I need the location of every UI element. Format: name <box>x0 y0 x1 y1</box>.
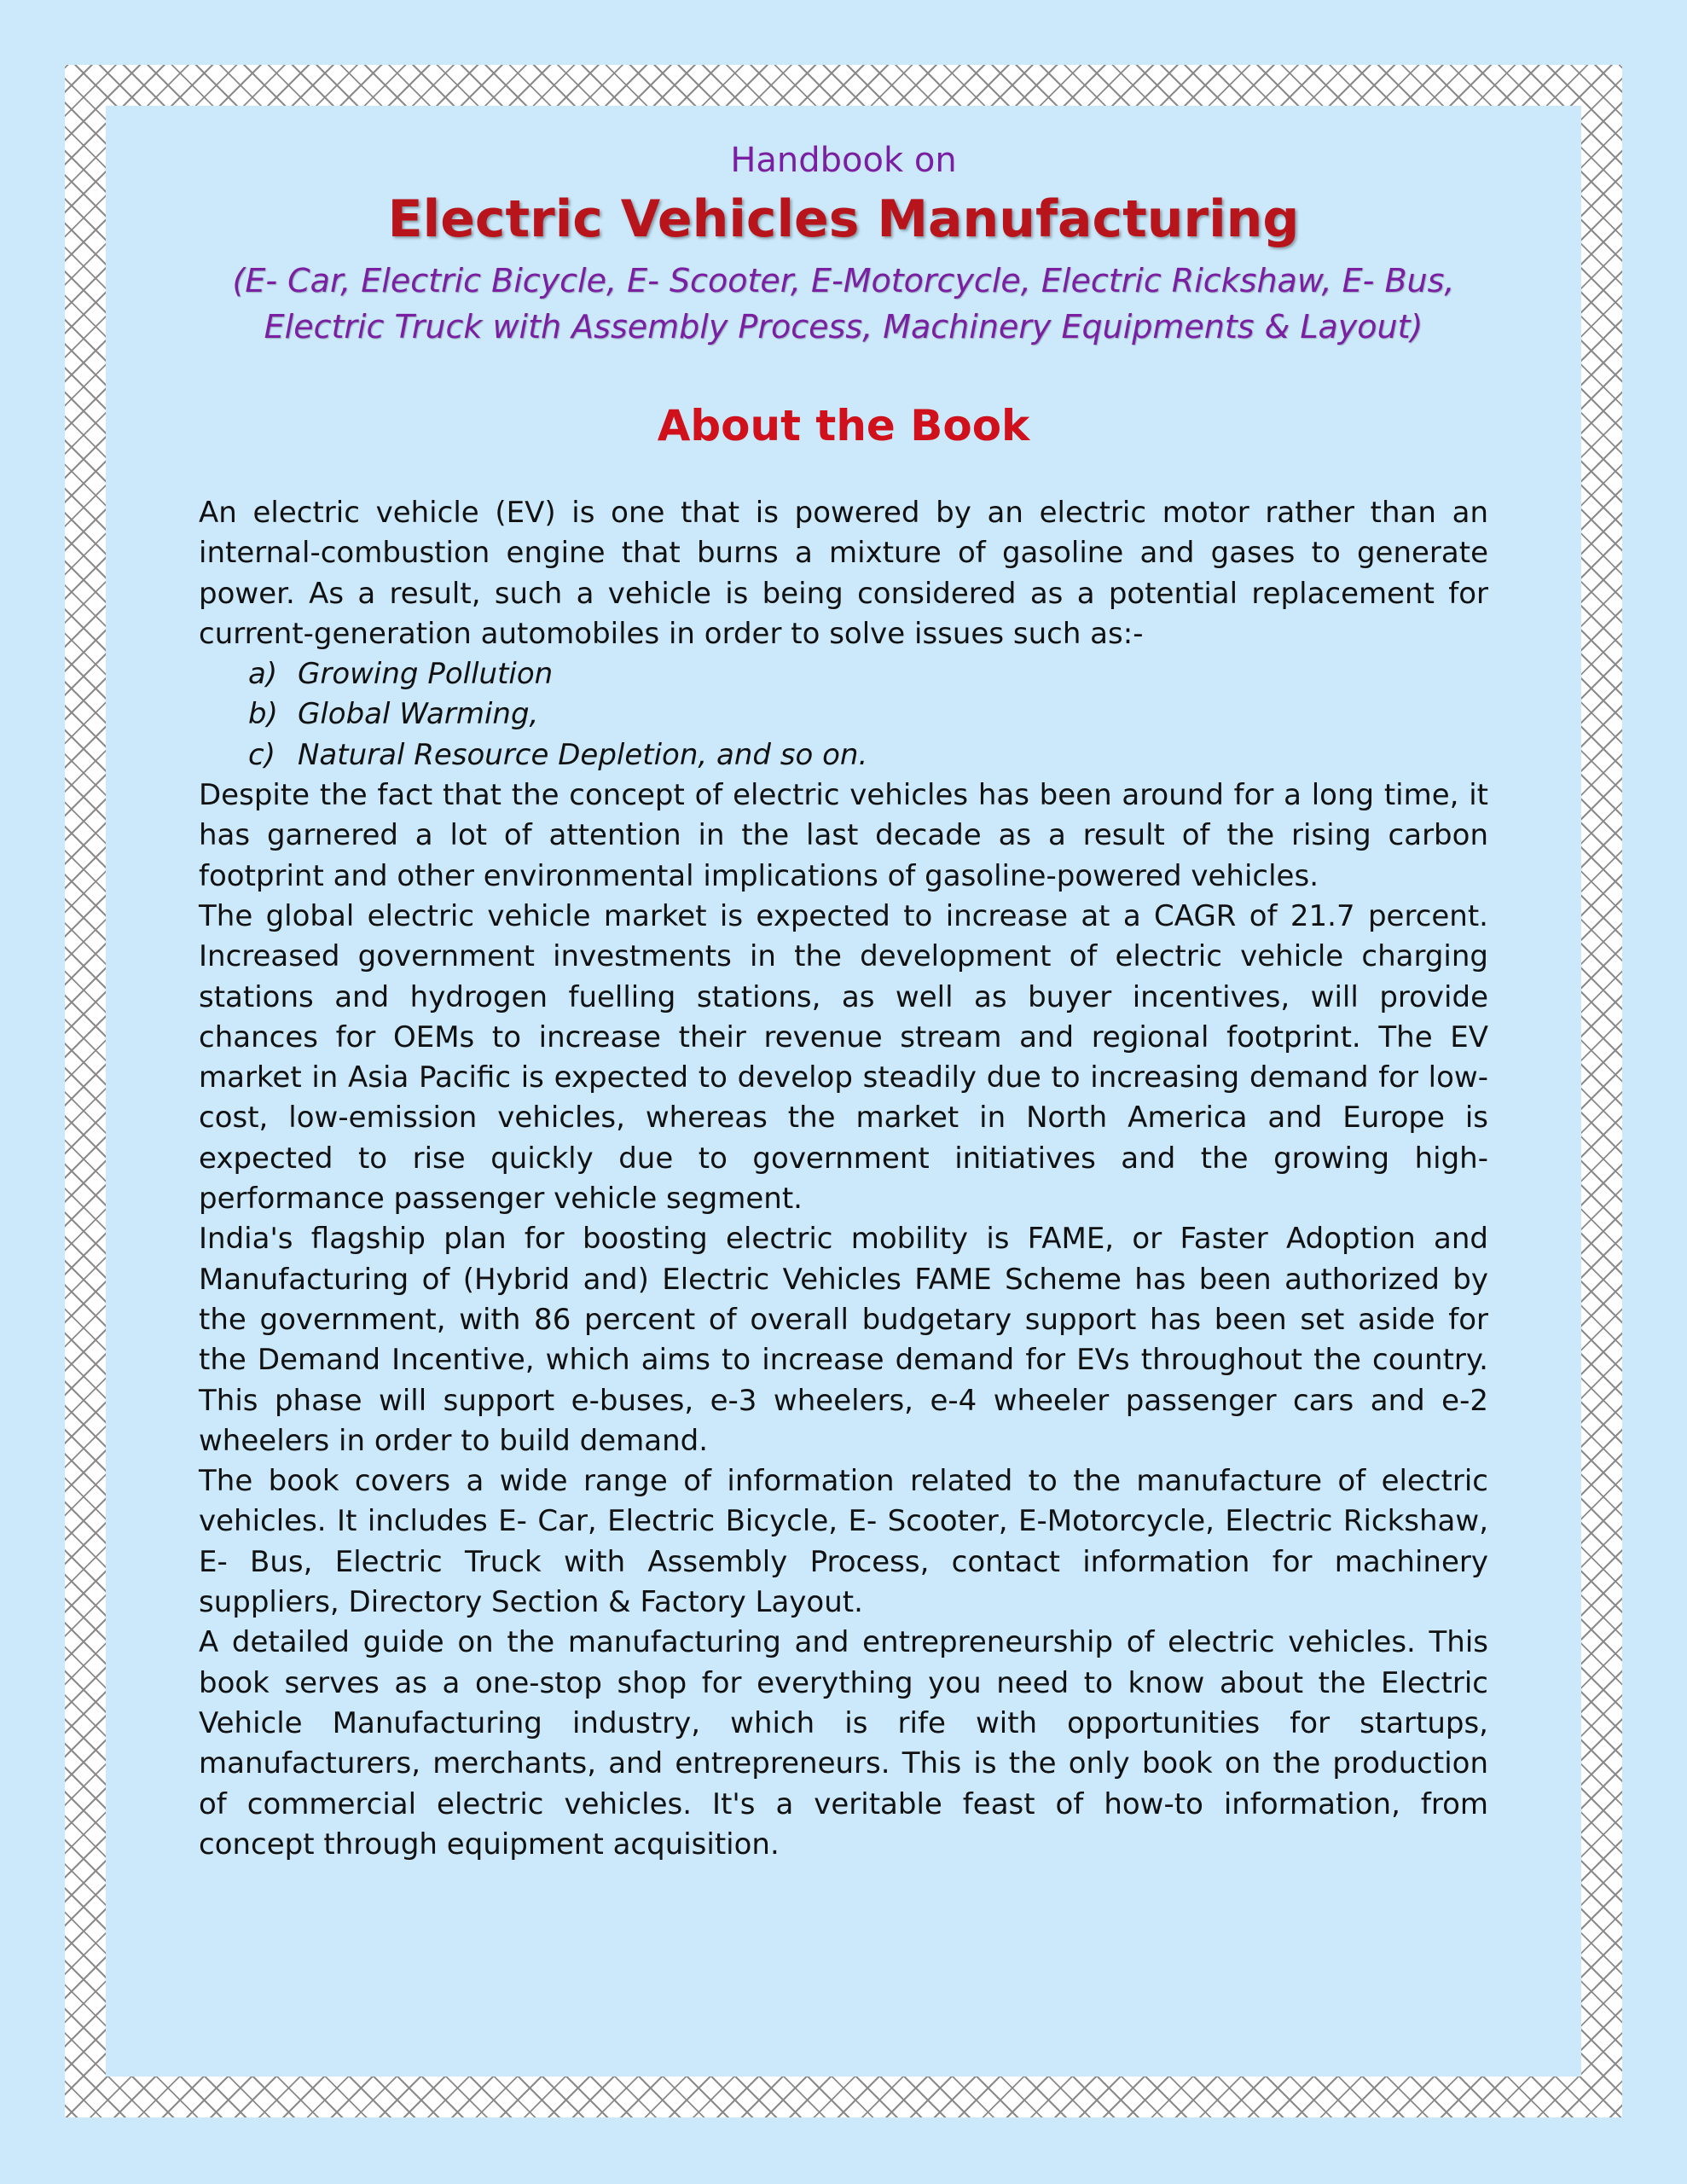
intro-paragraph: An electric vehicle (EV) is one that is powered by an electric motor rather than an internal-combustion engine that burns a mixture of gasoline and gases to generate power. As a result, such a vehicle is being considered as a potential replacement for current-generation automobiles in order to solve issues such as:- <box>199 496 1488 651</box>
document-content <box>199 136 1488 1865</box>
paragraph-fame-scheme: India's flagship plan for boosting electric mobility is FAME, or Faster Adoption and Manufacturing of (Hybrid and) Electric Vehicles FAME Scheme has been authorized by the government, with 86 percent of overall budgetary support has been set aside for the Demand Incentive, which aims to increase demand for EVs throughout the country. This phase will support e-buses, e-3 wheelers, e-4 wheeler passenger cars and e-2 wheelers in order to build demand. <box>199 1222 1488 1458</box>
list-item-text: Growing Pollution <box>298 657 554 692</box>
list-marker: b) <box>248 697 278 732</box>
issues-list <box>199 654 1488 775</box>
list-item <box>248 735 1488 775</box>
document-header <box>199 136 1488 350</box>
list-item <box>248 694 1488 735</box>
list-marker: a) <box>248 657 278 692</box>
paragraph-guide: A detailed guide on the manufacturing and entrepreneurship of electric vehicles. This book serves as a one-stop shop for everything you need to know about the Electric Vehicle Manufacturing industry, which is rife with opportunities for startups, manufacturers, merchants, and entrepreneurs. This is the only book on the production of commercial electric vehicles. It's a veritable feast of how-to information, from concept through equipment acquisition. <box>199 1625 1488 1862</box>
pre-title: Handbook on <box>730 141 957 180</box>
list-item <box>248 654 1488 694</box>
list-marker: c) <box>248 737 275 772</box>
book-title: Electric Vehicles Manufacturing <box>387 189 1300 249</box>
about-body <box>199 493 1488 1865</box>
list-item-text: Global Warming, <box>298 697 539 732</box>
book-subtitle: (E- Car, Electric Bicycle, E- Scooter, E-Motorcycle, Electric Rickshaw, E- Bus, Electric Truck with Assembly Process, Machinery Equipments & Layout) <box>232 262 1455 346</box>
paragraph-history: Despite the fact that the concept of electric vehicles has been around for a long time, it has garnered a lot of attention in the last decade as a result of the rising carbon footprint and other environmental implications of gasoline-powered vehicles. <box>199 778 1488 893</box>
list-item-text: Natural Resource Depletion, and so on. <box>298 737 868 772</box>
paragraph-coverage: The book covers a wide range of information related to the manufacture of electric vehicles. It includes E- Car, Electric Bicycle, E- Scooter, E-Motorcycle, Electric Rickshaw, E- Bus, Electric Truck with Assembly Process, contact information for machinery suppliers, Directory Section & Factory Layout. <box>199 1464 1488 1620</box>
section-heading: About the Book <box>657 401 1030 450</box>
paragraph-market: The global electric vehicle market is expected to increase at a CAGR of 21.7 percent. Increased government investments in the development of electric vehicle charging stations and hydrogen fuelling stations, as well as buyer incentives, will provide chances for OEMs to increase their revenue stream and regional footprint. The EV market in Asia Pacific is expected to develop steadily due to increasing demand for low-cost, low-emission vehicles, whereas the market in North America and Europe is expected to rise quickly due to government initiatives and the growing high-performance passenger vehicle segment. <box>199 898 1488 1217</box>
